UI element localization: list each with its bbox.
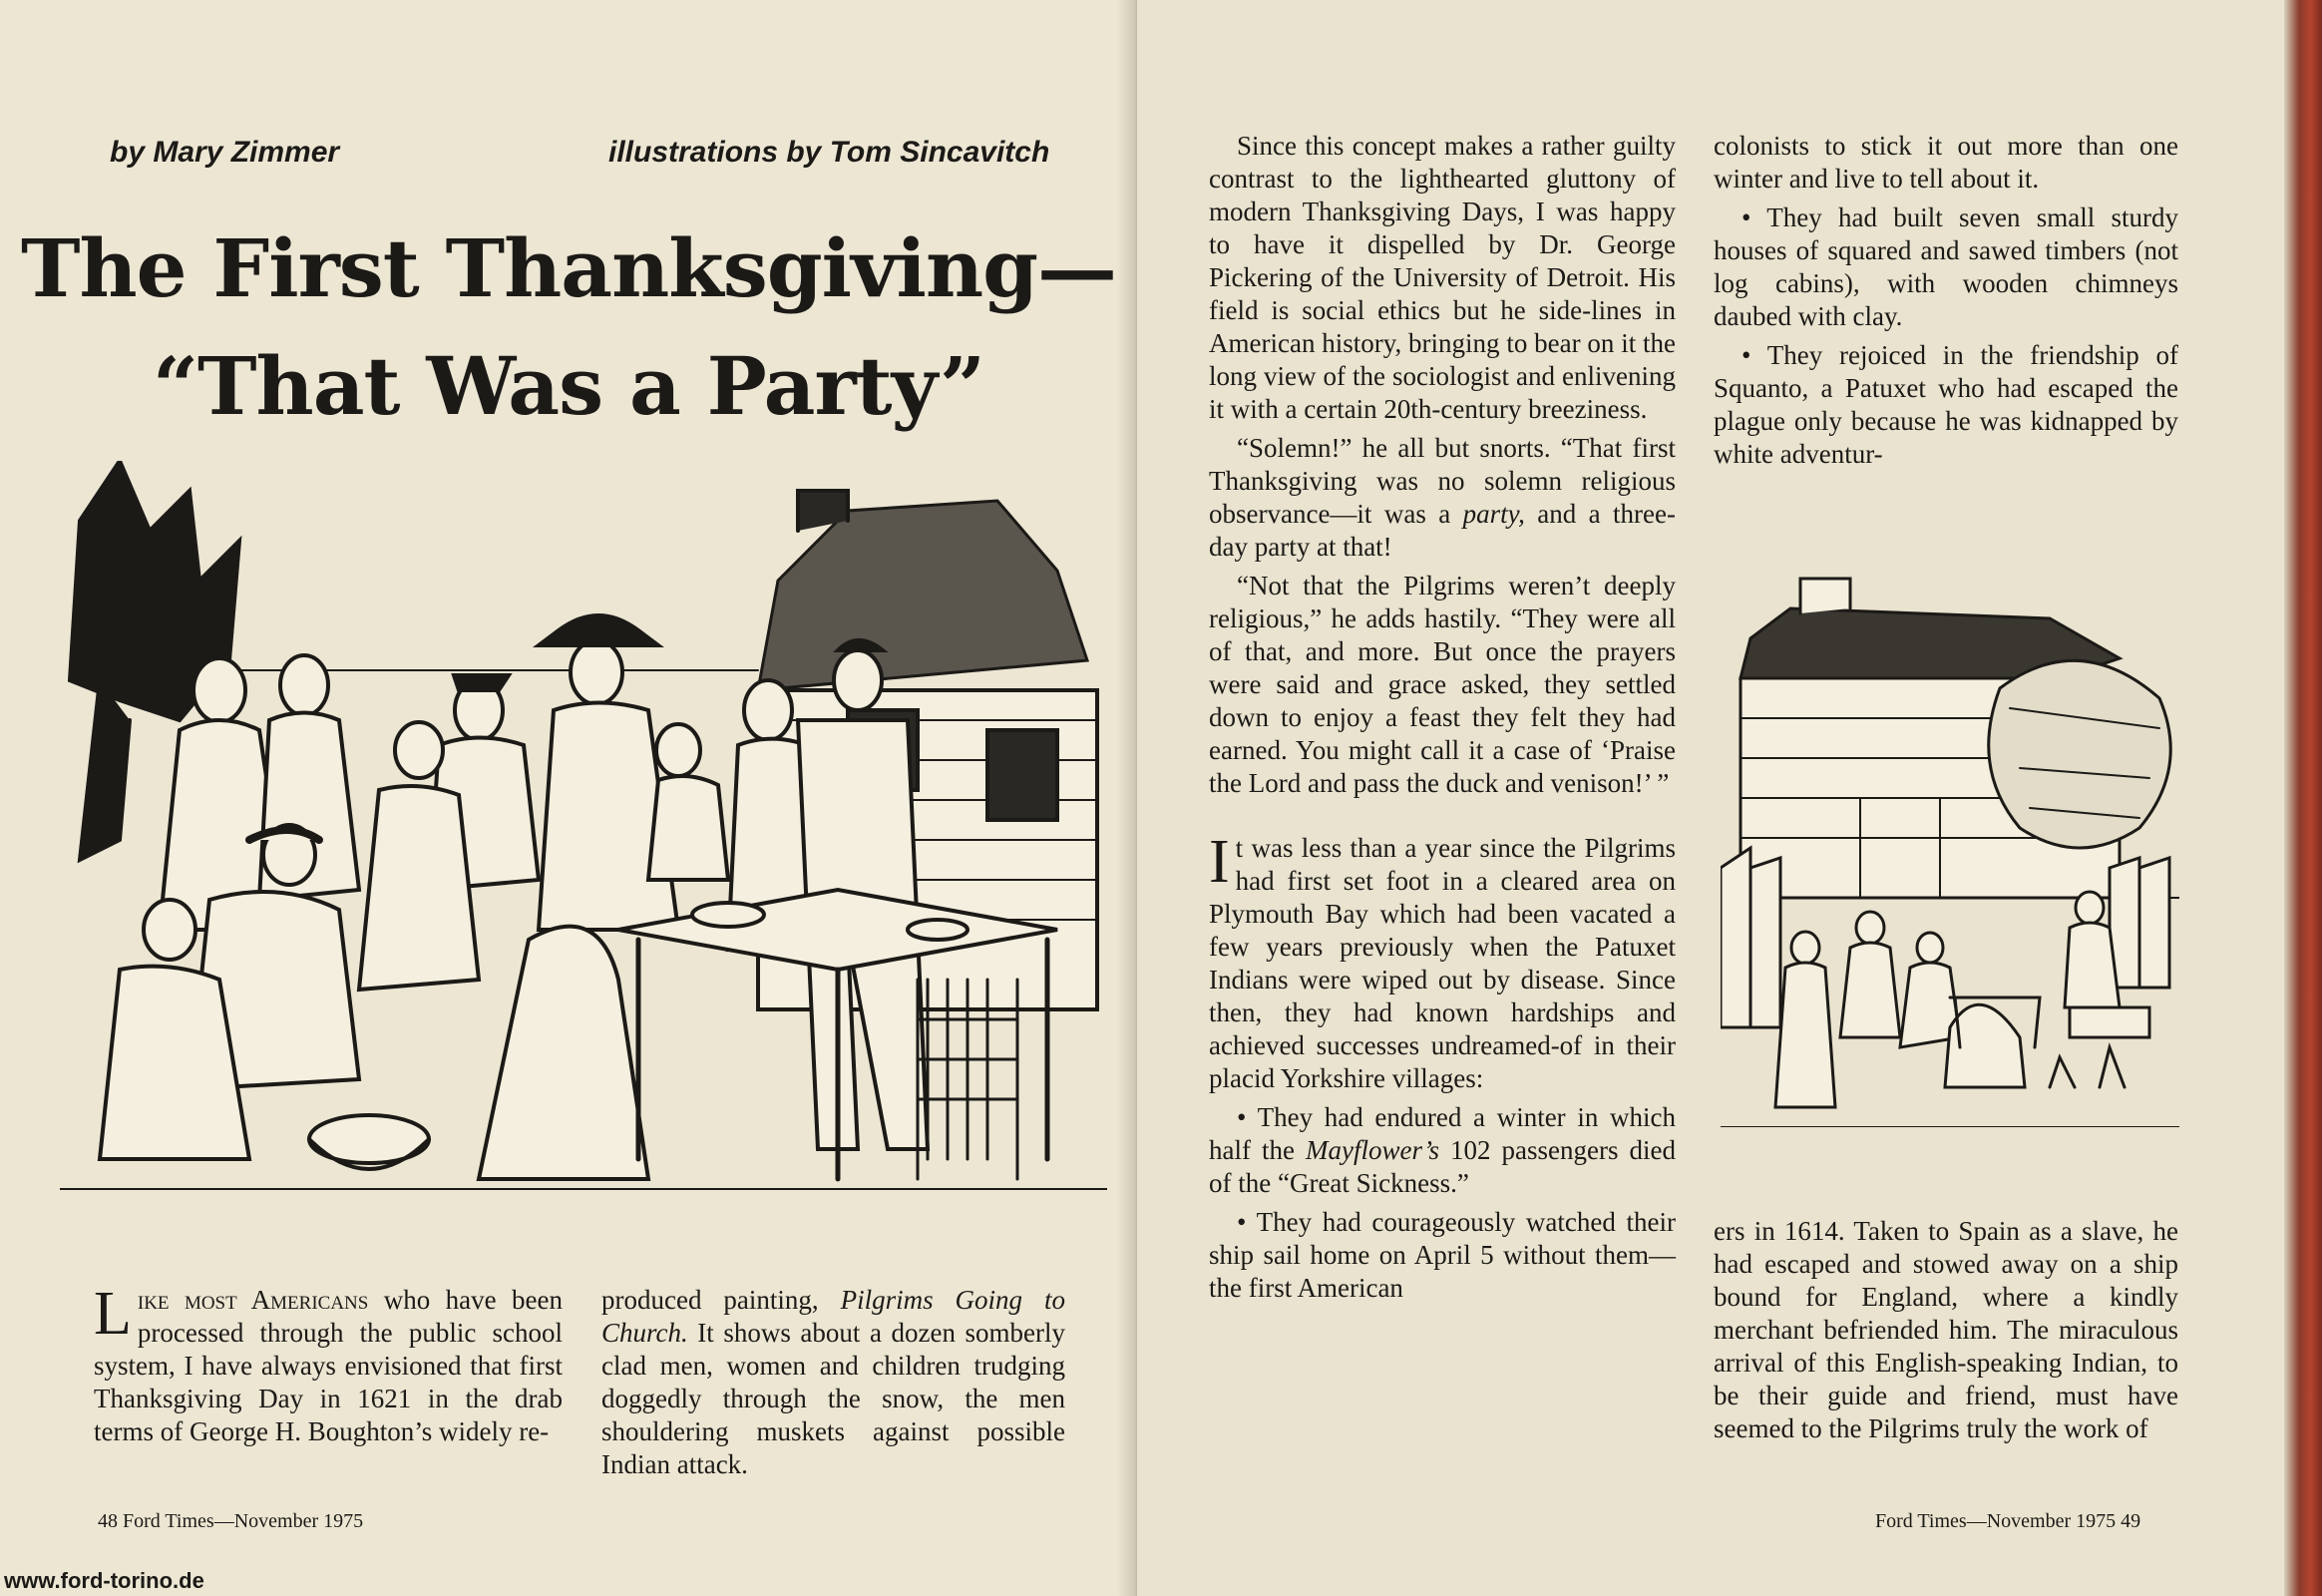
drop-cap: I: [1209, 828, 1230, 896]
lead-in-smallcaps: ike most Americans: [137, 1285, 369, 1315]
paragraph: [1209, 828, 1676, 1095]
italic-text: party,: [1462, 499, 1525, 529]
bullet-item: • They rejoiced in the friendship of Squanto, a Patuxet who had escaped the plague only because he was kidnapped by white adventur-: [1714, 340, 2178, 469]
italic-text: Mayflower’s: [1306, 1135, 1439, 1165]
left-page: [0, 0, 1137, 1596]
right-body-column-2: [1714, 130, 2178, 471]
page-folio-right: Ford Times—November 1975 49: [1875, 1510, 2141, 1532]
painting-title: Pilgrims Going to Church.: [601, 1285, 1065, 1348]
body-text: It shows about a dozen somberly clad men, women and children trudging doggedly through the snow, the men shouldering muskets against possible Indian attack.: [601, 1318, 1065, 1479]
page-folio-left: 48 Ford Times—November 1975: [98, 1510, 364, 1532]
right-body-column-2-continued: [1714, 1215, 2178, 1445]
left-body-column-2: [601, 1284, 1065, 1481]
book-edge: [2284, 0, 2322, 1596]
body-text: who have been processed through the public school system, I have always envisioned that first Thanksgiving Day in 1621 in the drab terms of George H. Boughton’s widely re-: [94, 1285, 563, 1446]
article-title-line-1: The First Thanksgiving—: [20, 221, 1117, 315]
paragraph: ers in 1614. Taken to Spain as a slave, he had escaped and stowed away on a ship bound for England, where a kindly merchant befriended him. The miraculous arrival of this English-speaking Indian, to be their guide and friend, must have seemed to the Pilgrims truly the work of: [1714, 1216, 2178, 1443]
paragraph: Since this concept makes a rather guilty contrast to the lighthearted gluttony of modern Thanksgiving Days, I was happy to have it dispelled by Dr. George Pickering of the University of Detroit. His field is social ethics but he side-lines in American history, bringing to bear on it the long view of the sociologist and enlivening it with a certain 20th-century breeziness.: [1209, 131, 1676, 424]
body-text: “Solemn!” he all but snorts. “That first Thanksgiving was no solemn religious observance—it was a: [1209, 433, 1676, 529]
illustrator-byline: illustrations by Tom Sincavitch: [608, 136, 1050, 169]
body-text: t was less than a year since the Pilgrims had first set foot in a cleared area on Plymouth Bay which had been vacated a few years previously when the Patuxet Indians were wiped out by disease. Since then, they had known hardships and achieved successes undreamed-of in their placid Yorkshire villages:: [1209, 833, 1676, 1093]
left-body-column-1: [94, 1280, 563, 1448]
paragraph: colonists to stick it out more than one winter and live to tell about it.: [1714, 131, 2178, 194]
body-text: produced painting,: [601, 1285, 841, 1315]
paragraph: “Not that the Pilgrims weren’t deeply religious,” he adds hastily. “They were all of that, and more. But once the prayers were said and grace asked, they settled down to enjoy a feast they felt they had earned. You might call it a case of ‘Praise the Lord and pass the duck and venison!’ ”: [1209, 571, 1676, 798]
author-byline: by Mary Zimmer: [110, 136, 340, 169]
article-title-line-2: “That Was a Party”: [152, 339, 985, 433]
body-text: and a three-day party at that!: [1209, 499, 1676, 562]
right-body-column-1: [1209, 130, 1676, 1305]
body-text: 102 passengers died of the “Great Sickness.”: [1209, 1135, 1676, 1198]
source-watermark: www.ford-torino.de: [4, 1568, 204, 1593]
feast-scene-illustration: [60, 461, 1107, 1199]
paragraph: [1209, 432, 1676, 564]
bullet-item: • They had built seven small sturdy houses of squared and sawed timbers (not log cabins), with wooden chimneys daubed with clay.: [1714, 202, 2178, 331]
body-text: • They had endured a winter in which half the: [1209, 1102, 1676, 1165]
cottage-scene-illustration: [1721, 569, 2179, 1127]
bullet-item: [1209, 1101, 1676, 1200]
bullet-item: • They had courageously watched their ship sail home on April 5 without them—the first American: [1209, 1207, 1676, 1303]
drop-cap: L: [94, 1280, 132, 1348]
